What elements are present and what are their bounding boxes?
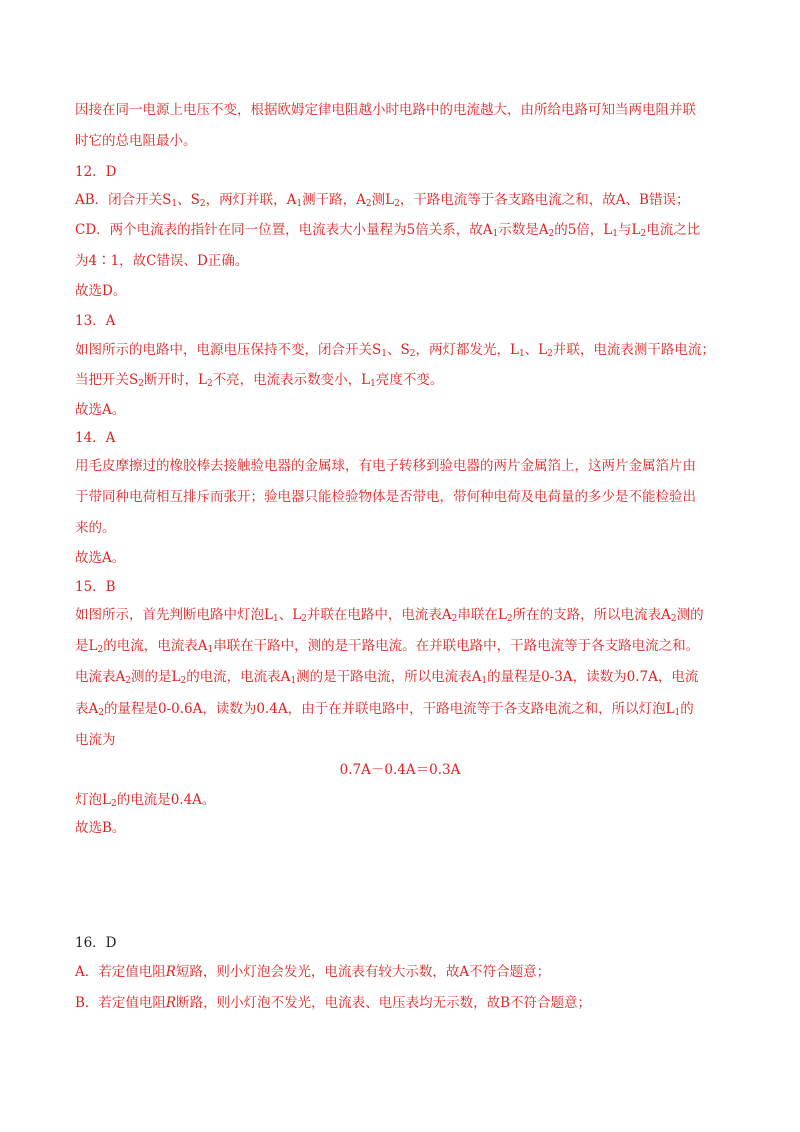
conclusion-15: 故选B。 <box>75 820 126 836</box>
q15-line: 表$A_2$的量程是0-0.6A，读数为0.4A，由于在并联电路中，干路电流等于各支路电流之和，所以灯泡$L_1$的 <box>75 701 694 718</box>
answer-13: 13．A <box>75 313 116 329</box>
conclusion-14: 故选A。 <box>75 550 126 566</box>
paragraph-line: 来的。 <box>75 520 116 536</box>
q15-line: 如图所示，首先判断电路中灯泡$L_1$、$L_2$并联在电路中，电流表$A_2$串联在$L_2$所在的支路，所以电流表$A_2$测的 <box>75 607 704 624</box>
paragraph-line: 电流为 <box>75 732 116 748</box>
q16-option-b: B．若定值电阻R断路，则小灯泡不发光，电流表、电压表均无示数，故B不符合题意； <box>75 995 592 1011</box>
conclusion-13: 故选A。 <box>75 402 126 418</box>
equation: 0.7A－0.4A＝0.3A <box>339 762 461 778</box>
q15-line: 是$L_2$的电流，电流表$A_1$串联在干路中，测的是干路电流。在并联电路中，干路电流等于各支路电流之和。 <box>75 638 700 655</box>
q12-option-ab: AB．闭合开关$S_1$、$S_2$，两灯并联，$A_1$测干路，$A_2$测$L_2$，干路电流等于各支路电流之和，故A、B错误； <box>75 192 690 209</box>
paragraph-line: 时它的总电阻最小。 <box>75 133 197 149</box>
paragraph-line: 为4∶1，故C错误、D正确。 <box>75 253 249 269</box>
paragraph-line: 因接在同一电源上电压不变，根据欧姆定律电阻越小时电路中的电流越大，由所给电路可知当两电阻并联 <box>75 102 696 118</box>
paragraph-line: 用毛皮摩擦过的橡胶棒去接触验电器的金属球，有电子转移到验电器的两片金属箔上，这两片金属箔片由 <box>75 458 696 474</box>
answer-14: 14．A <box>75 430 116 446</box>
conclusion-12: 故选D。 <box>75 283 127 299</box>
q13-line: 当把开关$S_2$断开时，$L_2$不亮，电流表示数变小，$L_1$亮度不变。 <box>75 372 444 389</box>
answer-12: 12．D <box>75 164 117 180</box>
q13-line: 如图所示的电路中，电源电压保持不变，闭合开关$S_1$、$S_2$，两灯都发光，$L_1$、$L_2$并联，电流表测干路电流； <box>75 342 715 359</box>
answer-16: 16．D <box>75 935 117 951</box>
q12-option-cd: CD．两个电流表的指针在同一位置，电流表大小量程为5倍关系，故$A_1$示数是$A_2$的5倍，$L_1$与$L_2$电流之比 <box>75 222 701 239</box>
paragraph-line: 于带同种电荷相互排斥而张开；验电器只能检验物体是否带电，带何种电荷及电荷量的多少是不能检验出 <box>75 489 696 505</box>
q15-line: 灯泡$L_2$的电流是0.4A。 <box>75 792 216 809</box>
q16-option-a: A．若定值电阻R短路，则小灯泡会发光，电流表有较大示数，故A不符合题意； <box>75 964 551 980</box>
answer-15: 15．B <box>75 579 116 595</box>
q15-line: 电流表$A_2$测的是$L_2$的电流，电流表$A_1$测的是干路电流，所以电流表$A_1$的量程是0-3A，读数为0.7A，电流 <box>75 669 699 686</box>
